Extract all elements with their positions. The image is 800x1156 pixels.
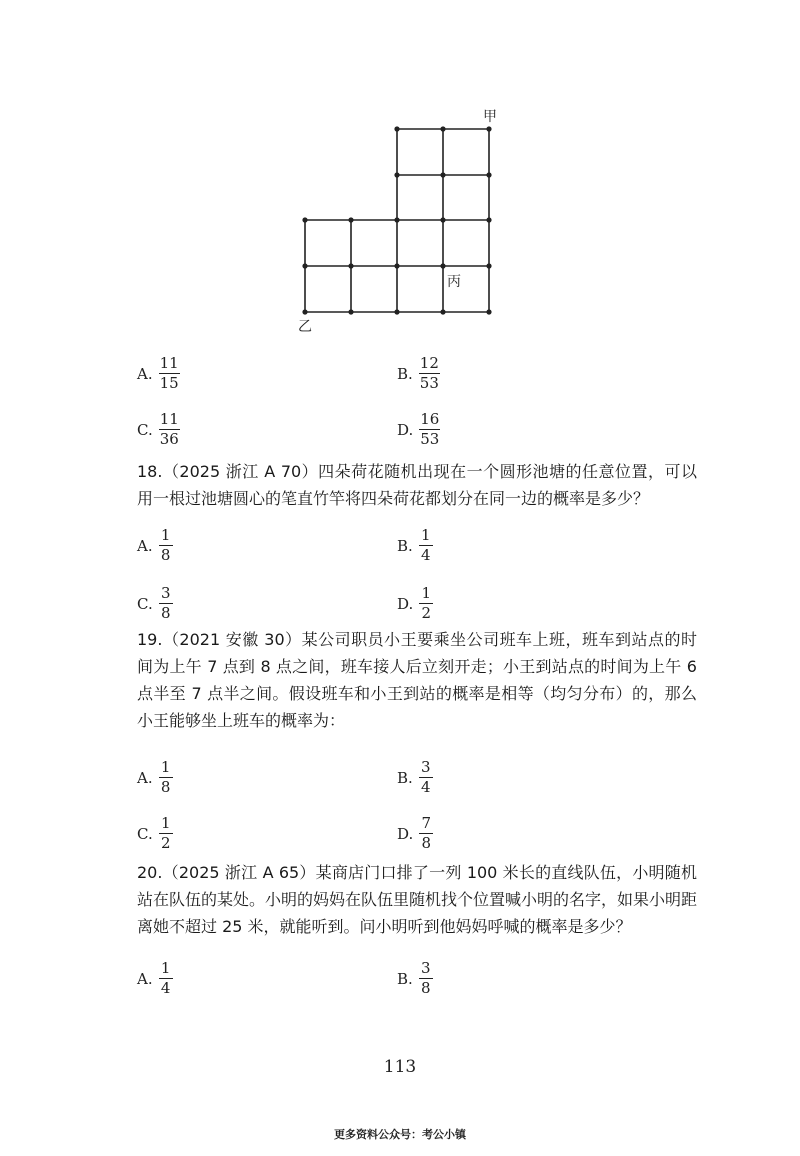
grid-node — [486, 217, 491, 222]
option-label: D. — [397, 594, 414, 613]
q19-option-d — [397, 815, 433, 852]
fraction — [159, 815, 173, 852]
denominator: 2 — [421, 604, 432, 622]
question-18-body: 18.（2025 浙江 A 70）四朵荷花随机出现在一个圆形池塘的任意位置，可以用一根过池塘圆心的笔直竹竿将四朵荷花都划分在同一边的概率是多少？ — [137, 462, 697, 508]
numerator: 1 — [160, 526, 171, 544]
label-yi: 乙 — [298, 319, 312, 335]
q17-option-a — [137, 355, 180, 392]
numerator: 1 — [160, 959, 171, 977]
denominator: 53 — [419, 374, 439, 392]
grid-node — [394, 309, 399, 314]
numerator: 1 — [160, 814, 171, 832]
numerator: 11 — [159, 354, 179, 372]
denominator: 4 — [160, 979, 171, 997]
denominator: 36 — [159, 430, 179, 448]
grid-node — [440, 263, 445, 268]
grid-node — [440, 217, 445, 222]
grid-node — [440, 126, 445, 131]
numerator: 3 — [421, 758, 431, 776]
question-19-text — [137, 626, 697, 734]
q19-option-b — [397, 759, 433, 796]
option-label: B. — [397, 536, 413, 555]
fraction — [419, 585, 433, 622]
q20-option-b — [397, 960, 433, 997]
denominator: 2 — [160, 834, 171, 852]
denominator: 8 — [160, 778, 171, 796]
denominator: 53 — [420, 430, 440, 448]
option-label: D. — [397, 420, 414, 439]
fraction — [159, 527, 173, 564]
q20-option-a — [137, 960, 173, 997]
option-label: C. — [137, 824, 153, 843]
page-number: 113 — [383, 1057, 417, 1077]
denominator: 8 — [421, 979, 431, 997]
fraction — [159, 759, 173, 796]
denominator: 4 — [421, 546, 431, 564]
option-label: C. — [137, 594, 153, 613]
numerator: 1 — [160, 758, 171, 776]
denominator: 15 — [159, 374, 179, 392]
option-label: A. — [137, 364, 153, 383]
grid-node — [394, 172, 399, 177]
numerator: 1 — [421, 526, 431, 544]
question-20-body: 20.（2025 浙江 A 65）某商店门口排了一列 100 米长的直线队伍，小明随机站在队伍的某处。小明的妈妈在队伍里随机找个位置喊小明的名字，如果小明距离她不超过 25 米，就能听到。问小明听到他妈妈呼喊的概率是多少？ — [137, 863, 698, 936]
fraction — [159, 585, 173, 622]
q18-option-c — [137, 585, 173, 622]
option-label: A. — [137, 768, 153, 787]
fraction — [159, 960, 173, 997]
q17-option-b — [397, 355, 440, 392]
q18-option-a — [137, 527, 173, 564]
numerator: 7 — [421, 814, 432, 832]
denominator: 4 — [421, 778, 431, 796]
numerator: 3 — [421, 959, 431, 977]
fraction — [159, 411, 180, 448]
grid-node — [348, 263, 353, 268]
q18-option-d — [397, 585, 433, 622]
fraction — [159, 355, 180, 392]
grid-node — [302, 217, 307, 222]
grid-node — [394, 263, 399, 268]
grid-node — [348, 309, 353, 314]
q18-option-b — [397, 527, 433, 564]
grid-path-figure — [290, 100, 510, 340]
option-label: B. — [397, 768, 413, 787]
option-label: B. — [397, 969, 413, 988]
q19-option-a — [137, 759, 173, 796]
denominator: 8 — [421, 834, 432, 852]
fraction — [419, 815, 433, 852]
grid-node — [302, 263, 307, 268]
denominator: 8 — [160, 546, 171, 564]
label-jia: 甲 — [483, 109, 497, 125]
option-label: B. — [397, 364, 413, 383]
footer-text: 更多资料公众号：考公小镇 — [334, 1128, 466, 1141]
numerator: 16 — [420, 410, 440, 428]
grid-node — [348, 217, 353, 222]
numerator: 3 — [160, 584, 171, 602]
fraction — [419, 960, 433, 997]
numerator: 1 — [421, 584, 432, 602]
label-bing: 丙 — [447, 274, 461, 290]
option-label: A. — [137, 969, 153, 988]
denominator: 8 — [160, 604, 171, 622]
q17-option-c — [137, 411, 180, 448]
numerator: 11 — [159, 410, 179, 428]
grid-node — [394, 217, 399, 222]
grid-node — [440, 172, 445, 177]
grid-node — [394, 126, 399, 131]
question-19-body: 19.（2021 安徽 30）某公司职员小王要乘坐公司班车上班，班车到站点的时间为上午 7 点到 8 点之间，班车接人后立刻开走；小王到站点的时间为上午 6 点半至 7 点半之间。假设班车和小王到站的概率是相等（均匀分布）的，那么小王能够坐上班车的概率为： — [137, 630, 697, 730]
fraction — [419, 355, 440, 392]
option-label: A. — [137, 536, 153, 555]
fraction — [419, 527, 433, 564]
grid-node — [486, 126, 491, 131]
question-20-text — [137, 859, 697, 940]
grid-node — [486, 309, 491, 314]
option-label: C. — [137, 420, 153, 439]
grid-node — [440, 309, 445, 314]
grid-node — [486, 263, 491, 268]
q19-option-c — [137, 815, 173, 852]
fraction — [419, 411, 440, 448]
grid-node — [302, 309, 307, 314]
question-18-text — [137, 458, 697, 512]
fraction — [419, 759, 433, 796]
grid-node — [486, 172, 491, 177]
numerator: 12 — [419, 354, 439, 372]
option-label: D. — [397, 824, 414, 843]
q17-option-d — [397, 411, 440, 448]
